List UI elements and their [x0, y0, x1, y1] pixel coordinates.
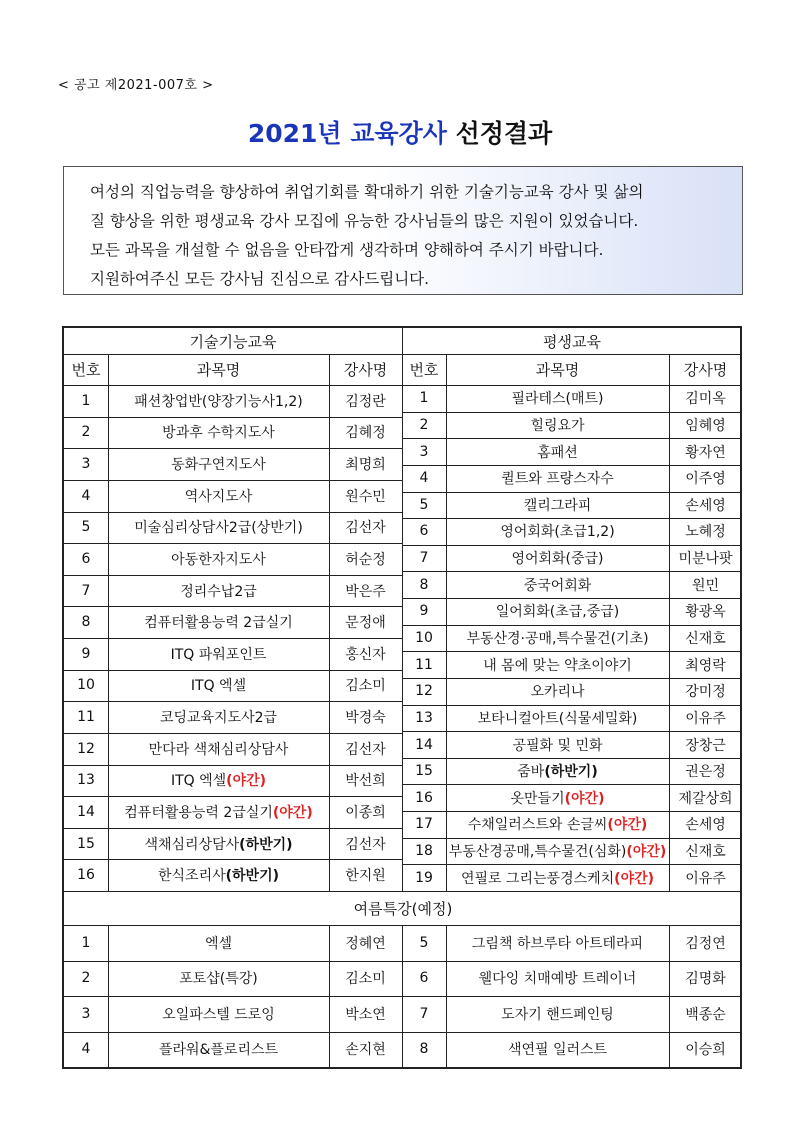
grid-line: [64, 512, 402, 513]
subject-text: 일어회화(초급,중급): [495, 604, 620, 621]
summer-subject: 웰다잉 치매예방 트레이너: [478, 971, 637, 988]
teacher-name: 허순정: [345, 551, 386, 568]
row-number: 2: [419, 416, 429, 433]
column-header-no: 번호: [409, 361, 439, 379]
row-number: 2: [81, 970, 91, 987]
message-line: 지원하여주신 모든 강사님 진심으로 감사드립니다.: [90, 270, 430, 288]
life-subject: [446, 545, 669, 572]
life-subject: [446, 438, 669, 465]
summer-subject: 도자기 핸드페인팅: [501, 1006, 614, 1023]
grid-line: [108, 925, 109, 1067]
life-subject: [446, 784, 669, 811]
life-subject: [446, 492, 669, 519]
column-header-teacher: 강사명: [683, 361, 728, 379]
row-number: 8: [81, 614, 91, 631]
grid-line: [64, 859, 402, 860]
grid-line: [402, 598, 742, 599]
grid-line: [669, 354, 670, 891]
grid-line: [446, 354, 447, 891]
teacher-name: 제갈상희: [678, 790, 733, 807]
column-header-subject: 과목명: [535, 361, 580, 379]
subject-text: 영어회화(중급): [511, 551, 604, 568]
tech-subject: [108, 701, 329, 733]
page-title: [0, 114, 800, 150]
notice-number: < 공고 제2021-007호 >: [58, 78, 214, 93]
tech-subject: [108, 448, 329, 480]
row-number: 12: [77, 740, 95, 757]
grid-line: [402, 545, 742, 546]
grid-line: [64, 670, 402, 671]
grid-line: [402, 412, 742, 413]
row-number: 6: [81, 550, 91, 567]
subject-text: 필라테스(매트): [511, 391, 604, 408]
message-box: [63, 166, 743, 295]
subject-text: 내 몸에 맞는 약초이야기: [483, 657, 632, 674]
subject-text: 공필화 및 민화: [512, 737, 603, 754]
teacher-name: 황자연: [685, 444, 726, 461]
grid-line: [64, 701, 402, 702]
subject-text: 중국어회화: [523, 577, 592, 594]
life-subject: [446, 571, 669, 598]
teacher-name: 박경숙: [345, 710, 386, 727]
subject-text: 수채일러스트와 손글씨: [467, 817, 608, 834]
subject-text: 미술심리상담사2급(상반기): [134, 520, 303, 537]
row-number: 8: [419, 576, 429, 593]
grid-line: [402, 328, 403, 891]
column-header-subject: 과목명: [196, 361, 241, 379]
subject-text: 아동한자지도사: [171, 551, 266, 568]
row-number: 14: [77, 803, 95, 820]
life-subject: [446, 625, 669, 652]
row-number: 4: [419, 470, 429, 487]
teacher-name: 박소연: [345, 1006, 386, 1023]
tech-subject: [108, 543, 329, 575]
teacher-name: 이승희: [685, 1042, 726, 1059]
row-number: 10: [77, 677, 95, 694]
grid-line: [64, 828, 402, 829]
grid-line: [64, 575, 402, 576]
teacher-name: 김소미: [345, 971, 386, 988]
teacher-name: 권은정: [685, 764, 726, 781]
grid-line: [402, 784, 742, 785]
grid-line: [669, 925, 670, 1067]
grid-line: [402, 465, 742, 466]
teacher-name: 김선자: [345, 520, 386, 537]
subject-text: ITQ 엑셀: [170, 773, 227, 790]
tech-subject: [108, 733, 329, 765]
life-subject: [446, 705, 669, 732]
teacher-name: 이종희: [345, 804, 386, 821]
subject-text: 컴퓨터활용능력 2급실기: [144, 615, 293, 632]
teacher-name: 임혜영: [685, 417, 726, 434]
grid-line: [402, 838, 742, 839]
tech-subject: [108, 606, 329, 638]
teacher-name: 김선자: [345, 741, 386, 758]
tech-subject: [108, 575, 329, 607]
grid-line: [64, 996, 742, 997]
row-number: 5: [419, 496, 429, 513]
teacher-name: 장창근: [685, 737, 726, 754]
grid-line: [329, 925, 330, 1067]
grid-line: [64, 961, 742, 962]
tech-subject: [108, 512, 329, 544]
row-number: 7: [81, 582, 91, 599]
subject-text: 캘리그라피: [523, 497, 592, 514]
row-number: 12: [415, 683, 433, 700]
subject-text: 정리수납2급: [180, 583, 257, 600]
result-table: [62, 326, 742, 1069]
teacher-name: 미분나팟: [678, 551, 733, 568]
summer-subject: 엑셀: [204, 935, 233, 952]
subject-note: (야간): [626, 844, 667, 861]
tech-subject: [108, 385, 329, 417]
title-main: 2021년 교육강사: [247, 119, 447, 148]
row-number: 16: [415, 789, 433, 806]
life-subject: [446, 731, 669, 758]
grid-line: [402, 625, 742, 626]
row-number: 16: [77, 867, 95, 884]
tech-subject: [108, 417, 329, 449]
grid-line: [402, 758, 742, 759]
teacher-name: 이유주: [685, 710, 726, 727]
subject-text: 줌바: [517, 764, 545, 781]
row-number: 9: [419, 603, 429, 620]
life-subject: [446, 758, 669, 785]
row-number: 7: [419, 550, 429, 567]
grid-line: [402, 651, 742, 652]
row-number: 2: [81, 424, 91, 441]
teacher-name: 김혜정: [345, 425, 386, 442]
teacher-name: 강미정: [685, 684, 726, 701]
grid-line: [402, 492, 742, 493]
life-subject: [446, 465, 669, 492]
teacher-name: 홍신자: [345, 646, 386, 663]
row-number: 1: [81, 392, 91, 409]
subject-text: 컴퓨터활용능력 2급실기: [124, 804, 273, 821]
tech-subject: [108, 670, 329, 702]
tech-subject: [108, 638, 329, 670]
life-subject: [446, 412, 669, 439]
row-number: 4: [81, 487, 91, 504]
summer-subject: 색연필 일러스트: [507, 1042, 608, 1059]
grid-line: [64, 354, 742, 355]
subject-text: 역사지도사: [184, 488, 253, 505]
teacher-name: 정혜연: [345, 935, 386, 952]
teacher-name: 손세영: [685, 497, 726, 514]
grid-line: [329, 354, 330, 891]
life-subject: [446, 385, 669, 412]
teacher-name: 박은주: [345, 583, 386, 600]
summer-subject: 포토샵(특강): [179, 971, 258, 988]
subject-text: 방과후 수학지도사: [162, 425, 275, 442]
subject-note: (야간): [607, 817, 648, 834]
life-subject: [446, 838, 669, 865]
tech-subject: [108, 480, 329, 512]
message-line: 질 향상을 위한 평생교육 강사 모집에 유능한 강사님들의 많은 지원이 있었습니다.: [90, 212, 639, 230]
tech-subject: [108, 796, 329, 828]
row-number: 11: [77, 709, 95, 726]
subject-text: 힐링요가: [530, 417, 585, 434]
teacher-name: 손지현: [345, 1042, 386, 1059]
message-line: 여성의 직업능력을 향상하여 취업기회를 확대하기 위한 기술기능교육 강사 및 삶의: [90, 183, 644, 201]
subject-text: ITQ 파워포인트: [170, 646, 267, 663]
subject-text: 연필로 그리는풍경스케치: [460, 870, 615, 887]
grid-line: [446, 925, 447, 1067]
teacher-name: 한지원: [345, 868, 386, 885]
subject-note: (야간): [272, 804, 313, 821]
row-number: 18: [415, 843, 433, 860]
row-number: 15: [415, 763, 433, 780]
teacher-name: 김정연: [685, 935, 726, 952]
subject-text: 영어회화(초급1,2): [500, 524, 615, 541]
row-number: 1: [419, 390, 429, 407]
row-number: 17: [415, 816, 433, 833]
column-header-no: 번호: [71, 361, 101, 379]
grid-line: [64, 733, 402, 734]
teacher-name: 최명희: [345, 457, 386, 474]
subject-text: 만다라 색채심리상담사: [148, 741, 289, 758]
teacher-name: 손세영: [685, 817, 726, 834]
subject-text: 퀼트와 프랑스자수: [501, 471, 614, 488]
teacher-name: 신재호: [685, 630, 726, 647]
grid-line: [402, 925, 403, 1067]
tech-subject: [108, 828, 329, 860]
teacher-name: 문정애: [345, 615, 386, 632]
grid-line: [64, 543, 402, 544]
row-number: 19: [415, 869, 433, 886]
grid-line: [402, 731, 742, 732]
row-number: 1: [81, 934, 91, 951]
subject-note: (야간): [226, 773, 267, 790]
teacher-name: 김미옥: [685, 391, 726, 408]
row-number: 3: [419, 443, 429, 460]
subject-text: 한식조리사: [158, 868, 226, 885]
column-header-teacher: 강사명: [343, 361, 388, 379]
row-number: 5: [419, 934, 429, 951]
subject-text: 오카리나: [530, 684, 585, 701]
teacher-name: 원민: [691, 577, 720, 594]
teacher-name: 김정란: [345, 393, 386, 410]
subject-note: (하반기): [225, 868, 279, 885]
teacher-name: 백종순: [685, 1006, 726, 1023]
grid-line: [402, 571, 742, 572]
life-subject: [446, 518, 669, 545]
teacher-name: 김명화: [685, 971, 726, 988]
section-header-life: 평생교육: [543, 332, 601, 351]
row-number: 5: [81, 519, 91, 536]
grid-line: [402, 518, 742, 519]
teacher-name: 이주영: [685, 471, 726, 488]
message-line: 모든 과목을 개설할 수 없음을 안타깝게 생각하며 양해하여 주시기 바랍니다.: [90, 241, 604, 259]
teacher-name: 박선희: [345, 773, 386, 790]
grid-line: [402, 678, 742, 679]
grid-line: [402, 438, 742, 439]
grid-line: [402, 864, 742, 865]
subject-text: 옷만들기: [510, 790, 565, 807]
row-number: 13: [415, 709, 433, 726]
subject-text: 동화구연지도사: [171, 457, 266, 474]
summer-subject: 플라워&플로리스트: [158, 1042, 279, 1059]
grid-line: [108, 354, 109, 891]
tech-subject: [108, 765, 329, 797]
life-subject: [446, 864, 669, 891]
subject-note: (하반기): [239, 836, 293, 853]
subject-note: (하반기): [544, 764, 598, 781]
subject-note: (야간): [614, 870, 655, 887]
grid-line: [64, 480, 402, 481]
row-number: 7: [419, 1005, 429, 1022]
section-header-tech: 기술기능교육: [189, 332, 277, 351]
subject-text: 색채심리상담사: [144, 836, 240, 853]
teacher-name: 신재호: [685, 844, 726, 861]
teacher-name: 황광옥: [685, 604, 726, 621]
grid-line: [64, 417, 402, 418]
row-number: 10: [415, 629, 433, 646]
teacher-name: 원수민: [345, 488, 386, 505]
subject-text: 부동산경·공매,특수물건(기초): [466, 630, 649, 647]
row-number: 6: [419, 970, 429, 987]
subject-text: 부동산경공매,특수물건(심화): [448, 844, 627, 861]
teacher-name: 노혜정: [685, 524, 726, 541]
tech-subject: [108, 859, 329, 891]
title-suffix: 선정결과: [455, 119, 553, 148]
life-subject: [446, 678, 669, 705]
summer-subject: 그림책 하브루타 아트테라피: [471, 935, 644, 952]
teacher-name: 김소미: [345, 678, 386, 695]
subject-text: 패션창업반(양장기능사1,2): [134, 393, 303, 410]
life-subject: [446, 651, 669, 678]
summer-subject: 오일파스텔 드로잉: [162, 1006, 275, 1023]
grid-line: [64, 638, 402, 639]
row-number: 3: [81, 456, 91, 473]
life-subject: [446, 811, 669, 838]
grid-line: [64, 606, 402, 607]
row-number: 14: [415, 736, 433, 753]
subject-text: ITQ 엑셀: [190, 678, 247, 695]
row-number: 6: [419, 523, 429, 540]
row-number: 3: [81, 1005, 91, 1022]
subject-note: (야간): [564, 790, 605, 807]
grid-line: [402, 705, 742, 706]
row-number: 15: [77, 835, 95, 852]
grid-line: [402, 811, 742, 812]
grid-line: [64, 1032, 742, 1033]
subject-text: 코딩교육지도사2급: [159, 710, 278, 727]
row-number: 8: [419, 1041, 429, 1058]
row-number: 9: [81, 645, 91, 662]
grid-line: [64, 796, 402, 797]
subject-text: 보타니컬아트(식물세밀화): [477, 710, 638, 727]
subject-text: 홈패션: [537, 444, 578, 461]
summer-header: 여름특강(예정): [353, 899, 453, 918]
teacher-name: 최영락: [685, 657, 726, 674]
grid-line: [64, 448, 402, 449]
life-subject: [446, 598, 669, 625]
row-number: 11: [415, 656, 433, 673]
row-number: 13: [77, 772, 95, 789]
teacher-name: 이유주: [685, 870, 726, 887]
row-number: 4: [81, 1041, 91, 1058]
teacher-name: 김선자: [345, 836, 386, 853]
grid-line: [64, 765, 402, 766]
